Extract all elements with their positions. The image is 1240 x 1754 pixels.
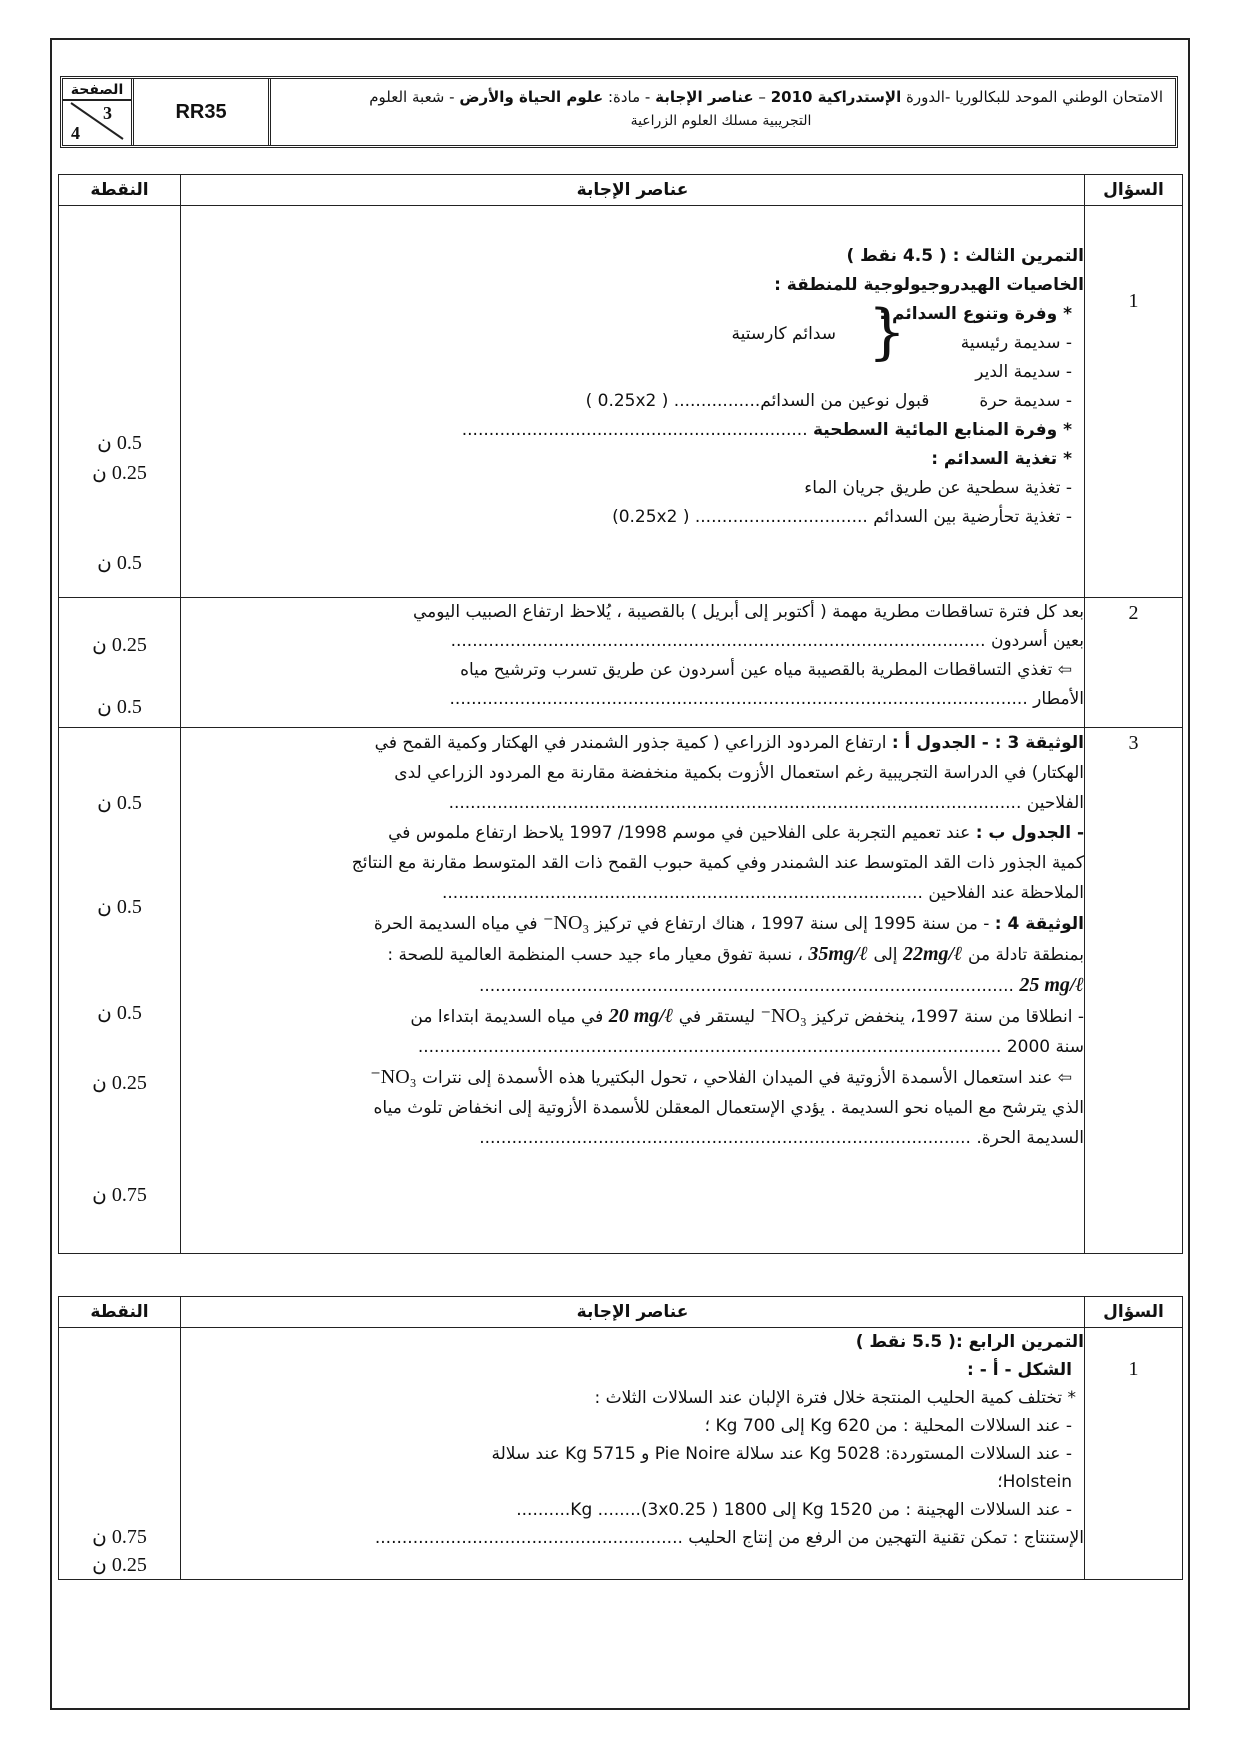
- karst-label: سدائم كارستية: [731, 324, 836, 344]
- title-subject-label: - مادة:: [603, 88, 656, 106]
- page-label: الصفحة: [63, 81, 131, 101]
- points-value: 0.75 ن: [92, 1526, 147, 1548]
- question-number: 1: [1085, 1328, 1183, 1580]
- answer-line: - سديمة الدير: [975, 362, 1072, 382]
- answer-line: - تغذية تحأرضية بين السدائم ................................ ( 0.25x2): [612, 507, 1072, 527]
- answer-subheading: * تغذية السدائم :: [931, 449, 1072, 469]
- table-row: [59, 1328, 1183, 1580]
- answer-line: ⇦ تغذي التساقطات المطرية بالقصيبة مياه عين أسردون عن طريق تسرب وترشيح مياه: [460, 660, 1072, 680]
- answer-line: - سديمة رئيسية: [960, 333, 1072, 353]
- col-header-answer: عناصر الإجابة: [181, 175, 1085, 206]
- answer-line: الفلاحين ..........................................................................................................: [448, 793, 1084, 813]
- answer-line: - عند السلالات الهجينة : من 1520 Kg إلى 1800 Kg ........(3x0.25 )..........: [516, 1500, 1072, 1520]
- answer-heading: الخاصيات الهيدروجيولوجية للمنطقة :: [774, 275, 1084, 295]
- points-cell: [59, 598, 181, 728]
- col-header-question: السؤال: [1085, 1297, 1183, 1328]
- answer-subheading: الشكل - أ - :: [967, 1360, 1072, 1380]
- title-stream: - شعبة العلوم: [369, 88, 460, 106]
- answer-line: - الجدول ب : عند تعميم التجربة على الفلاحين في موسم 1998/ 1997 يلاحظ ارتفاع ملموس في: [388, 823, 1084, 843]
- exam-code: RR35: [131, 79, 271, 145]
- exercise-title: التمرين الرابع :( 5.5 نقط ): [855, 1332, 1084, 1352]
- answers-table-ex3: [58, 174, 1183, 1254]
- exercise-title: التمرين الثالث : ( 4.5 نقط ): [846, 246, 1084, 266]
- title-session: الإستدراكية 2010: [770, 88, 902, 106]
- answer-line: كمية الجذور ذات القد المتوسط عند الشمندر وفي كمية حبوب القمح ذات القد المتوسط مقارنة مع النتائج: [351, 853, 1084, 873]
- answer-cell: [181, 728, 1085, 1254]
- points-value: 0.5 ن: [97, 896, 142, 918]
- answer-line: الإستنتاج : تمكن تقنية التهجين من الرفع من إنتاج الحليب .........................................................: [374, 1528, 1084, 1548]
- question-number: 2: [1085, 598, 1183, 728]
- question-number: 1: [1085, 206, 1183, 598]
- brace-symbol: {: [867, 297, 906, 367]
- answer-line: الذي يترشح مع المياه نحو السديمة . يؤدي الإستعمال المعقلن للأسمدة الأزوتية إلى انخفاض تلوث مياه: [373, 1098, 1084, 1118]
- answer-line: السديمة الحرة. ...........................................................................................: [479, 1128, 1084, 1148]
- answer-line: - عند السلالات المحلية : من 620 Kg إلى 700 Kg ؛: [704, 1416, 1072, 1436]
- page-indicator: [63, 79, 131, 145]
- title-answers: عناصر الإجابة: [655, 88, 754, 106]
- answer-line: الأمطار ...........................................................................................................: [449, 689, 1084, 709]
- answer-line: بعين أسردون ...................................................................................................: [450, 631, 1084, 651]
- answer-line: بعد كل فترة تساقطات مطرية مهمة ( أكتوبر إلى أبريل ) بالقصيبة ، يُلاحظ ارتفاع الصبيب اليومي: [412, 602, 1084, 622]
- points-value: 0.75 ن: [92, 1184, 147, 1206]
- col-header-points: النقطة: [59, 1297, 181, 1328]
- points-value: 0.5 ن: [97, 1002, 142, 1024]
- answer-line: الوثيقة 3 : - الجدول أ : ارتفاع المردود الزراعي ( كمية جذور الشمندر في الهكتار وكمية القمح في: [374, 733, 1084, 753]
- answer-line: - تغذية سطحية عن طريق جريان الماء: [804, 478, 1072, 498]
- points-cell: [59, 728, 181, 1254]
- points-value: 0.5 ن: [97, 432, 142, 454]
- answer-line: الملاحظة عند الفلاحين .........................................................................................: [441, 883, 1084, 903]
- table-row: [59, 728, 1183, 1254]
- answer-cell: [181, 206, 1085, 598]
- points-value: 0.5 ن: [97, 552, 142, 574]
- answer-line: - سديمة حرةقبول نوعين من السدائم................ ( 0.25x2 ): [585, 391, 1072, 411]
- table-row: [59, 206, 1183, 598]
- answer-line: الوثيقة 4 : - من سنة 1995 إلى سنة 1997 ، هناك ارتفاع في تركيز NO₃⁻ في مياه السديمة الحرة: [373, 912, 1084, 934]
- title-subject: علوم الحياة والأرض: [459, 88, 604, 106]
- answers-table-ex4: [58, 1296, 1183, 1580]
- points-value: 0.25 ن: [92, 1072, 147, 1094]
- title-sep: –: [753, 88, 771, 106]
- answer-subheading: * وفرة وتنوع السدائم :: [879, 304, 1072, 324]
- answer-line: ⇦ عند استعمال الأسمدة الأزوتية في الميدان الفلاحي ، تحول البكتيريا هذه الأسمدة إلى نترات NO₃⁻: [370, 1066, 1072, 1088]
- points-cell: [59, 1328, 181, 1580]
- title-track: التجريبية مسلك العلوم الزراعية: [630, 113, 812, 129]
- answer-line: * تختلف كمية الحليب المنتجة خلال فترة الإلبان عند السلالات الثلاث :: [594, 1388, 1076, 1408]
- points-value: 0.5 ن: [97, 696, 142, 718]
- page-current: 3: [103, 103, 112, 123]
- answer-line: - انطلاقا من سنة 1997، ينخفض تركيز NO₃⁻ ليستقر في 20 mg/ℓ في مياه السديمة ابتداءا من: [410, 1005, 1084, 1027]
- points-value: 0.25 ن: [92, 634, 147, 656]
- table-row: [59, 598, 1183, 728]
- answer-subheading: * وفرة المنابع المائية السطحية ................................................................: [461, 420, 1072, 440]
- answer-line: - عند السلالات المستوردة: 5028 Kg عند سلالة Pie Noire و 5715 Kg عند سلالة: [491, 1444, 1072, 1464]
- question-number: 3: [1085, 728, 1183, 1254]
- answer-line: الهكتار) في الدراسة التجريبية رغم استعمال الأزوت بكمية منخفضة مقارنة مع المردود الزراعي لدى: [394, 763, 1084, 783]
- title-part: الامتحان الوطني الموحد للبكالوريا -الدورة: [901, 88, 1163, 106]
- points-value: 0.25 ن: [92, 1554, 147, 1576]
- points-value: 0.5 ن: [97, 792, 142, 814]
- answer-cell: [181, 598, 1085, 728]
- points-value: 0.25 ن: [92, 462, 147, 484]
- answer-line: Holstein؛: [997, 1472, 1072, 1492]
- col-header-question: السؤال: [1085, 175, 1183, 206]
- header-title: [267, 79, 1175, 145]
- answer-line: سنة 2000 ............................................................................................................: [417, 1037, 1084, 1057]
- answer-line: 25 mg/ℓ ...................................................................................................: [478, 974, 1084, 996]
- points-cell: [59, 206, 181, 598]
- col-header-answer: عناصر الإجابة: [181, 1297, 1085, 1328]
- answer-cell: [181, 1328, 1085, 1580]
- exam-header: [60, 76, 1178, 148]
- page-total: 4: [71, 123, 80, 143]
- answer-line: بمنطقة تادلة من 22mg/ℓ إلى 35mg/ℓ ، نسبة تفوق معيار ماء جيد حسب المنظمة العالمية للصحة :: [387, 943, 1084, 965]
- col-header-points: النقطة: [59, 175, 181, 206]
